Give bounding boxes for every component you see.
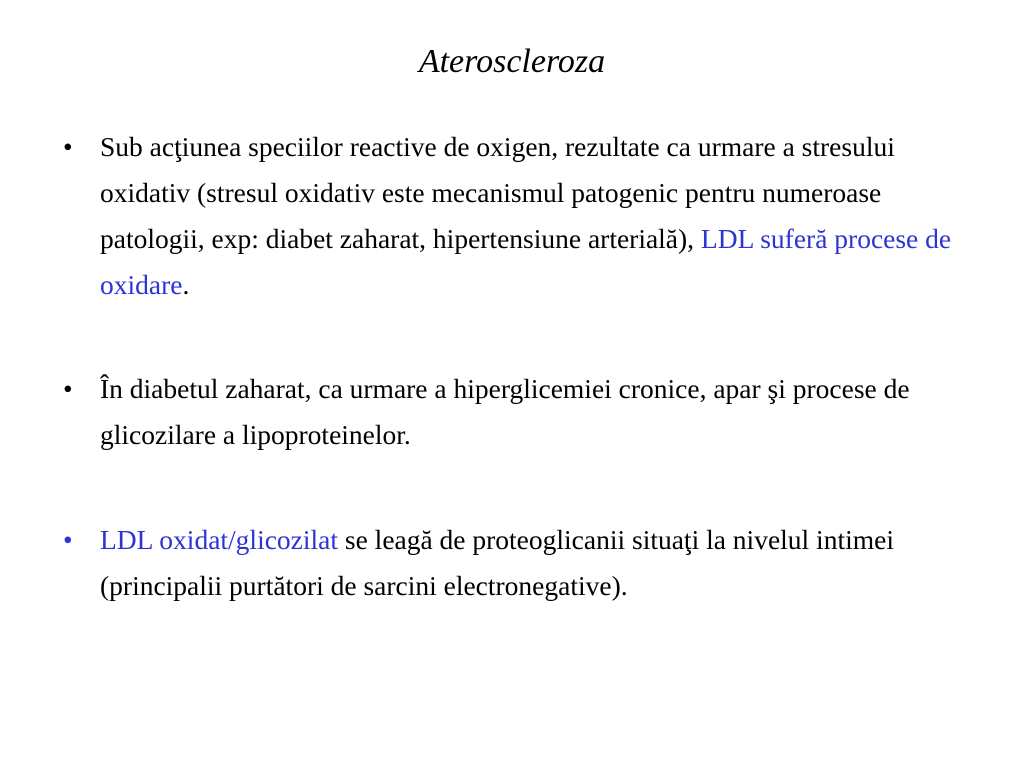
slide-title: Ateroscleroza bbox=[418, 43, 606, 80]
bullet-marker: • bbox=[63, 524, 73, 555]
bullet-text: Sub acţiunea speciilor reactive de oxigen, rezultate ca urmare a stresului oxidativ (stresul oxidativ este mecanismul patogenic pentru numeroase patologii, exp: diabet zaharat, hipertensiune arterială), bbox=[100, 131, 895, 254]
bullet-highlight-text: LDL oxidat/glicozilat bbox=[100, 524, 339, 555]
bullet-highlight-text: LDL suferă procese de oxidare bbox=[100, 223, 952, 300]
bullet-tail-text: . bbox=[182, 269, 190, 300]
bullet-text: se leagă de proteoglicanii situaţi la nivelul intimei (principalii purtători de sarcini electronegative). bbox=[100, 524, 894, 601]
bullet-item bbox=[63, 366, 980, 458]
bullet-item bbox=[63, 517, 980, 609]
bullet-marker: • bbox=[63, 373, 73, 404]
bullet-item bbox=[63, 124, 980, 308]
bullet-text: În diabetul zaharat, ca urmare a hiperglicemiei cronice, apar şi procese de glicozilare a lipoproteinelor. bbox=[100, 373, 910, 450]
bullet-marker: • bbox=[63, 131, 73, 162]
